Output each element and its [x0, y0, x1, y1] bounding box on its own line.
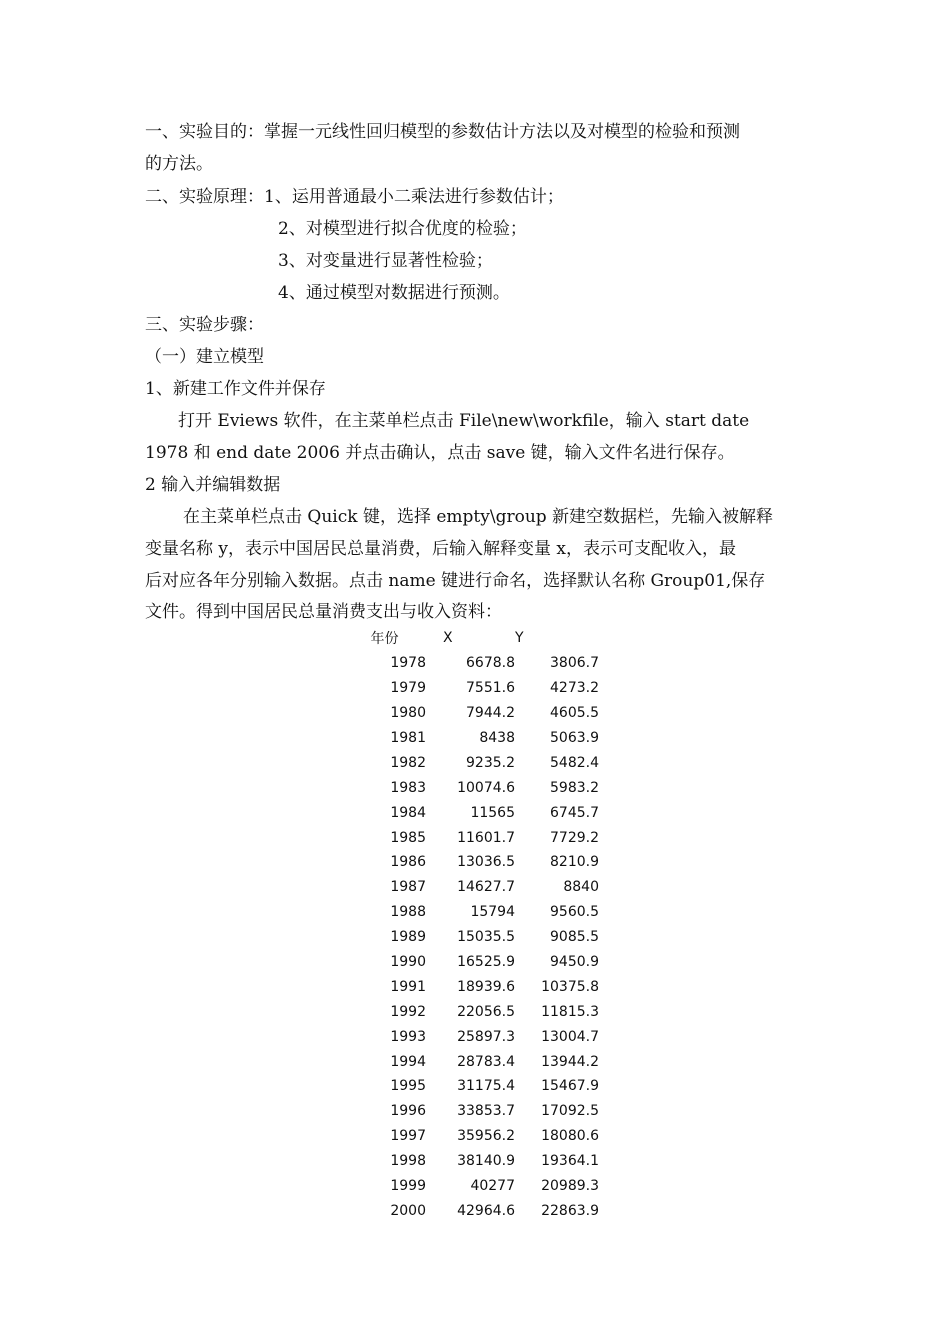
cell-year: 1978	[390, 655, 426, 672]
cell-x: 8438	[479, 730, 515, 746]
cell-y: 3806.7	[550, 655, 599, 672]
table-row	[340, 850, 603, 875]
step2-paragraph-line-2: 变量名称 y，表示中国居民总量消费，后输入解释变量 x，表示可支配收入，最	[145, 539, 736, 559]
table-row	[340, 701, 603, 726]
cell-y: 8840	[563, 879, 599, 896]
cell-y: 5983.2	[550, 779, 599, 796]
cell-year: 1990	[390, 954, 426, 971]
cell-year: 1979	[390, 680, 426, 697]
cell-year: 1981	[390, 730, 426, 746]
principle-line-3: 3、对变量进行显著性检验；	[278, 251, 493, 271]
cell-year: 1985	[390, 829, 426, 846]
cell-y: 18080.6	[541, 1128, 599, 1145]
principle-line-2: 2、对模型进行拟合优度的检验；	[278, 219, 527, 239]
cell-y: 4605.5	[550, 705, 599, 722]
steps-heading: 三、实验步骤：	[145, 315, 264, 335]
cell-year: 1988	[390, 904, 426, 921]
step2-heading: 2 输入并编辑数据	[145, 475, 281, 495]
cell-year: 1980	[390, 705, 426, 722]
cell-y: 22863.9	[541, 1202, 599, 1219]
table-row	[340, 1149, 603, 1174]
cell-y: 19364.1	[541, 1153, 599, 1170]
cell-y: 15467.9	[541, 1078, 599, 1095]
cell-x: 33853.7	[457, 1103, 515, 1120]
cell-x: 6678.8	[466, 655, 515, 672]
cell-x: 7551.6	[466, 680, 515, 697]
cell-y: 4273.2	[550, 680, 599, 697]
cell-year: 1995	[390, 1078, 426, 1095]
cell-x: 38140.9	[457, 1153, 515, 1170]
table-row	[340, 676, 603, 701]
table-row	[340, 1099, 603, 1124]
cell-y: 11815.3	[541, 1003, 599, 1020]
cell-year: 1997	[390, 1128, 426, 1145]
step1-paragraph-line-2: 1978 和 end date 2006 并点击确认，点击 save 键，输入文件名进行保存。	[145, 443, 735, 463]
objective-line-1: 一、实验目的：掌握一元线性回归模型的参数估计方法以及对模型的检验和预测	[145, 122, 740, 142]
table-row	[340, 775, 603, 800]
step2-paragraph-line-4: 文件。得到中国居民总量消费支出与收入资料：	[145, 602, 502, 622]
principle-line-4: 4、通过模型对数据进行预测。	[278, 283, 510, 303]
cell-x: 35956.2	[457, 1128, 515, 1145]
cell-y: 17092.5	[541, 1103, 599, 1120]
cell-year: 1983	[390, 779, 426, 796]
cell-x: 15035.5	[457, 929, 515, 946]
table-row	[340, 1174, 603, 1199]
cell-y: 9085.5	[550, 929, 599, 946]
table-row	[340, 875, 603, 900]
cell-x: 18939.6	[457, 978, 515, 995]
consumption-income-table	[340, 626, 603, 1223]
step1-heading: 1、新建工作文件并保存	[145, 379, 326, 399]
cell-year: 1991	[390, 978, 426, 995]
table-row	[340, 1024, 603, 1049]
cell-year: 1998	[390, 1153, 426, 1170]
table-header-row	[340, 626, 603, 651]
cell-x: 15794	[470, 904, 515, 921]
cell-year: 1986	[390, 854, 426, 871]
step2-paragraph-line-1: 在主菜单栏点击 Quick 键，选择 empty\group 新建空数据栏，先输入被解释	[183, 507, 774, 527]
table-row	[340, 925, 603, 950]
table-row	[340, 1074, 603, 1099]
header-year: 年份	[370, 631, 399, 648]
header-y: Y	[515, 630, 524, 647]
cell-x: 7944.2	[466, 705, 515, 722]
table-row	[340, 825, 603, 850]
table-row	[340, 750, 603, 775]
objective-line-2: 的方法。	[145, 154, 213, 174]
cell-year: 2000	[390, 1202, 426, 1219]
cell-x: 31175.4	[457, 1078, 515, 1095]
cell-x: 22056.5	[457, 1003, 515, 1020]
table-row	[340, 999, 603, 1024]
table-row	[340, 726, 603, 751]
cell-x: 11601.7	[457, 829, 515, 846]
table-row	[340, 900, 603, 925]
cell-year: 1993	[390, 1028, 426, 1045]
table-row	[340, 651, 603, 676]
cell-year: 1994	[390, 1053, 426, 1070]
cell-y: 5482.4	[550, 754, 599, 771]
cell-x: 28783.4	[457, 1053, 515, 1070]
cell-y: 10375.8	[541, 978, 599, 995]
cell-y: 9450.9	[550, 954, 599, 971]
step1-paragraph-line-1: 打开 Eviews 软件，在主菜单栏点击 File\new\workfile，输入 start date	[178, 411, 750, 431]
cell-y: 13944.2	[541, 1053, 599, 1070]
cell-y: 13004.7	[541, 1028, 599, 1045]
cell-year: 1987	[390, 879, 426, 896]
table-row	[340, 1124, 603, 1149]
cell-x: 42964.6	[457, 1202, 515, 1219]
table-row	[340, 800, 603, 825]
cell-y: 6745.7	[550, 804, 599, 821]
cell-y: 20989.3	[541, 1178, 599, 1195]
cell-x: 11565	[470, 804, 515, 821]
header-x: X	[443, 630, 453, 647]
cell-year: 1996	[390, 1103, 426, 1120]
cell-year: 1982	[390, 754, 426, 771]
cell-x: 25897.3	[457, 1028, 515, 1045]
cell-x: 13036.5	[457, 854, 515, 871]
table-row	[340, 1198, 603, 1223]
cell-y: 7729.2	[550, 829, 599, 846]
cell-y: 9560.5	[550, 904, 599, 921]
table-row	[340, 974, 603, 999]
table-row	[340, 950, 603, 975]
cell-x: 10074.6	[457, 779, 515, 796]
cell-year: 1989	[390, 929, 426, 946]
cell-x: 9235.2	[466, 754, 515, 771]
cell-year: 1999	[390, 1178, 426, 1195]
table-row	[340, 1049, 603, 1074]
cell-year: 1992	[390, 1003, 426, 1020]
subsection-heading: （一）建立模型	[145, 347, 264, 367]
cell-y: 5063.9	[550, 730, 599, 746]
cell-y: 8210.9	[550, 854, 599, 871]
cell-x: 14627.7	[457, 879, 515, 896]
cell-x: 40277	[470, 1178, 515, 1195]
cell-year: 1984	[390, 804, 426, 821]
principle-line-1: 二、实验原理：1、运用普通最小二乘法进行参数估计；	[145, 187, 564, 207]
cell-x: 16525.9	[457, 954, 515, 971]
step2-paragraph-line-3: 后对应各年分别输入数据。点击 name 键进行命名，选择默认名称 Group01,保存	[145, 571, 766, 591]
